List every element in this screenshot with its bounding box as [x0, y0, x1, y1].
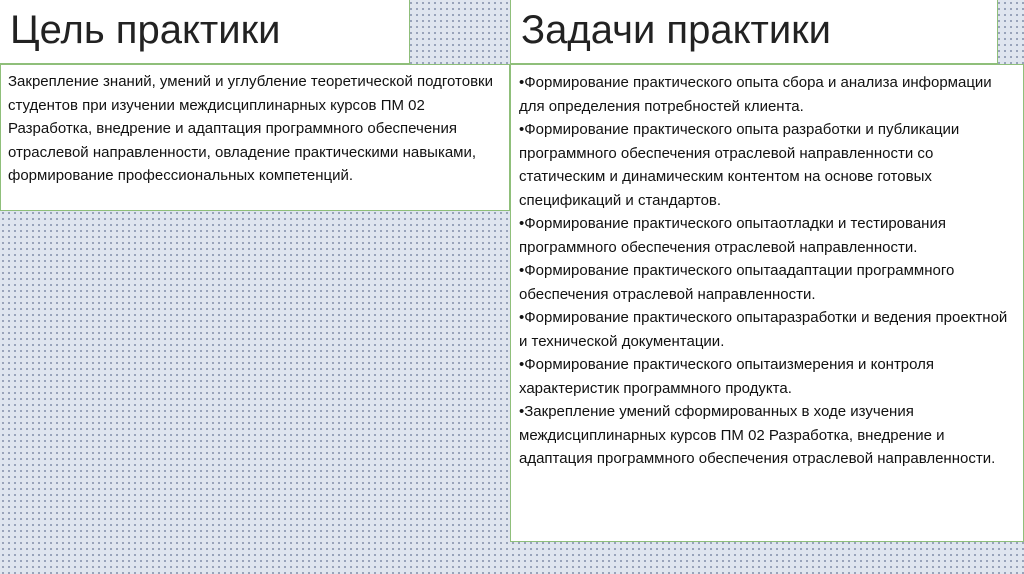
task-item-4: •Формирование практического опытаадаптации программного обеспечения отраслевой направленности.	[519, 262, 955, 303]
tasks-title: Задачи практики	[521, 8, 832, 52]
tasks-list-box	[510, 64, 1024, 542]
task-item-6: •Формирование практического опытаизмерения и контроля характеристик программного продукта.	[519, 356, 935, 397]
task-item-3: •Формирование практического опытаотладки и тестирования программного обеспечения отраслевой направленности.	[519, 215, 946, 256]
task-item-2: •Формирование практического опыта разработки и публикации программного обеспечения отраслевой направленности со статическим и динамическим контентом на основе готовых спецификаций и стандартов.	[519, 121, 960, 209]
goal-title: Цель практики	[10, 8, 281, 52]
task-item-7: •Закрепление умений сформированных в ходе изучения междисциплинарных курсов ПМ 02 Разработка, внедрение и адаптация программного обеспечения отраслевой направленности.	[519, 403, 996, 467]
goal-title-box	[0, 0, 410, 64]
tasks-title-box	[510, 0, 998, 64]
goal-text-box	[0, 64, 510, 211]
tasks-list	[519, 71, 1019, 471]
goal-text: Закрепление знаний, умений и углубление теоретической подготовки студентов при изучении междисциплинарных курсов ПМ 02 Разработка, внедрение и адаптация программного обеспечения отраслевой направленности, овладение практическими навыками, формирование профессиональных компетенций.	[8, 73, 494, 184]
task-item-1: •Формирование практического опыта сбора и анализа информации для определения потребностей клиента.	[519, 74, 992, 115]
task-item-5: •Формирование практического опытаразработки и ведения проектной и технической документации.	[519, 309, 1008, 350]
